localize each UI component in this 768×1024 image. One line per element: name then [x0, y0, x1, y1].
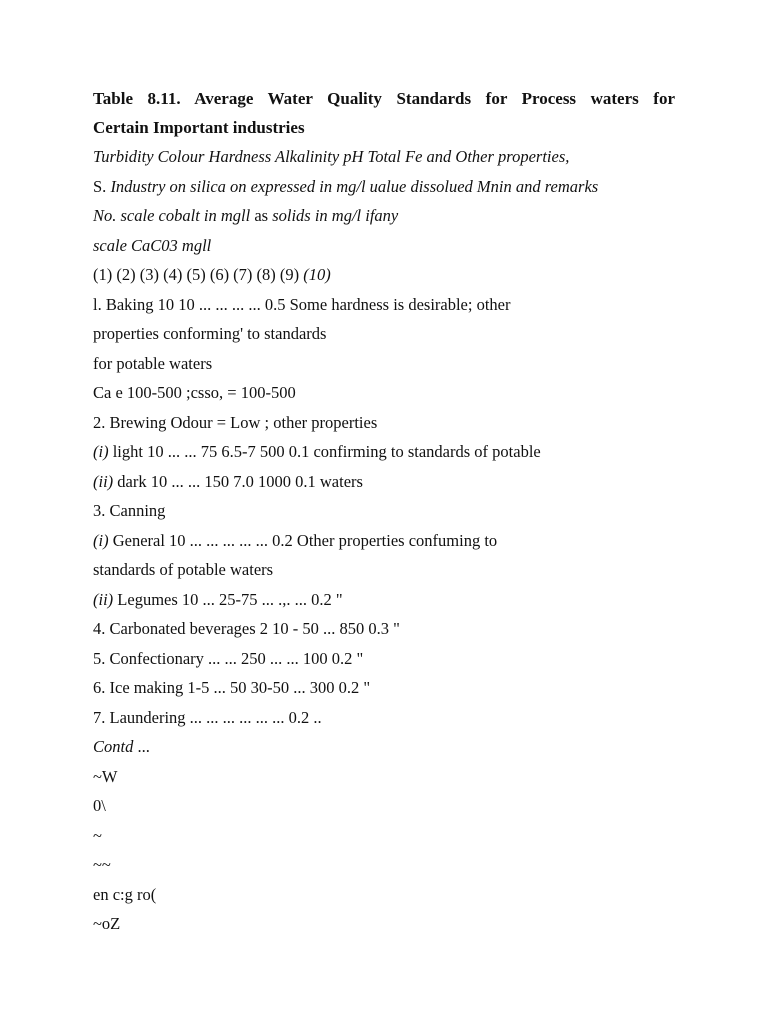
- column-header-line-1: Turbidity Colour Hardness Alkalinity pH Total Fe and Other properties,: [93, 147, 570, 166]
- document-page: [93, 84, 675, 939]
- row-brewing-light: [93, 437, 675, 467]
- row-canning-general: [93, 526, 675, 556]
- column-numbers: (1) (2) (3) (4) (5) (6) (7) (8) (9): [93, 265, 304, 284]
- ocr-artifact-6: ~oZ: [93, 914, 121, 933]
- row-canning-legumes-index: (ii): [93, 589, 114, 609]
- row-confectionary: 5. Confectionary ... ... 250 ... ... 100 0.2 ": [93, 648, 364, 668]
- column-header-line-3-part-b: as: [250, 206, 273, 225]
- row-brewing-dark-index: (ii): [93, 471, 114, 491]
- column-header-line-2-prefix: S.: [93, 176, 107, 196]
- column-numbers-line: [93, 260, 675, 290]
- column-header-line-3-part-a: No. scale cobalt in mgll: [93, 206, 251, 225]
- ocr-artifact-3: ~: [93, 825, 102, 845]
- row-baking-remark-1: properties conforming' to standards: [93, 324, 327, 343]
- row-brewing-dark: [93, 467, 675, 497]
- ocr-artifact-1: ~W: [93, 766, 118, 786]
- row-canning-general-remark: standards of potable waters: [93, 560, 274, 579]
- row-baking-remark-3: Ca e 100-500 ;csso, = 100-500: [93, 383, 296, 402]
- row-carbonated-beverages: 4. Carbonated beverages 2 10 - 50 ... 850 0.3 ": [93, 619, 400, 638]
- row-brewing-light-text: light 10 ... ... 75 6.5-7 500 0.1 confirming to standards of potable: [108, 442, 541, 461]
- ocr-artifact-5: en c:g ro(: [93, 884, 157, 904]
- row-canning-general-text: General 10 ... ... ... ... ... 0.2 Other properties confuming to: [108, 530, 498, 550]
- row-brewing: 2. Brewing Odour = Low ; other properties: [93, 412, 378, 432]
- column-header-line-4: scale CaC03 mgll: [93, 235, 212, 255]
- table-title: [93, 84, 675, 142]
- ocr-artifact-4: ~~: [93, 855, 111, 874]
- row-canning-legumes: [93, 585, 675, 615]
- continued-note-word: Contd: [93, 737, 134, 756]
- row-ice-making: 6. Ice making 1-5 ... 50 30-50 ... 300 0.2 ": [93, 678, 371, 697]
- row-brewing-dark-text: dark 10 ... ... 150 7.0 1000 0.1 waters: [113, 471, 363, 491]
- row-laundering: 7. Laundering ... ... ... ... ... ... 0.2 ..: [93, 707, 322, 727]
- row-canning: 3. Canning: [93, 501, 166, 520]
- table-title-line-2: Certain Important industries: [93, 118, 305, 137]
- column-header-line-3-part-c: solids in mg/l ifany: [272, 206, 399, 225]
- row-canning-general-index: (i): [93, 530, 109, 550]
- column-header-line-2: [93, 172, 675, 202]
- row-canning-legumes-text: Legumes 10 ... 25-75 ... .,. ... 0.2 ": [113, 589, 343, 609]
- row-baking: l. Baking 10 10 ... ... ... ... 0.5 Some hardness is desirable; other: [93, 294, 511, 314]
- ocr-artifact-2: 0\: [93, 796, 106, 815]
- continued-note-dots: ...: [133, 737, 150, 756]
- table-title-line-1: Table 8.11. Average Water Quality Standards for Process waters for: [93, 89, 675, 108]
- continued-note: [93, 732, 675, 762]
- column-header-line-3: [93, 201, 675, 231]
- column-number-10: (10): [303, 265, 331, 284]
- column-header-line-2-text: Industry on silica on expressed in mg/l ualue dissolued Mnin and remarks: [106, 176, 599, 196]
- row-brewing-light-index: (i): [93, 442, 109, 461]
- row-baking-remark-2: for potable waters: [93, 353, 213, 373]
